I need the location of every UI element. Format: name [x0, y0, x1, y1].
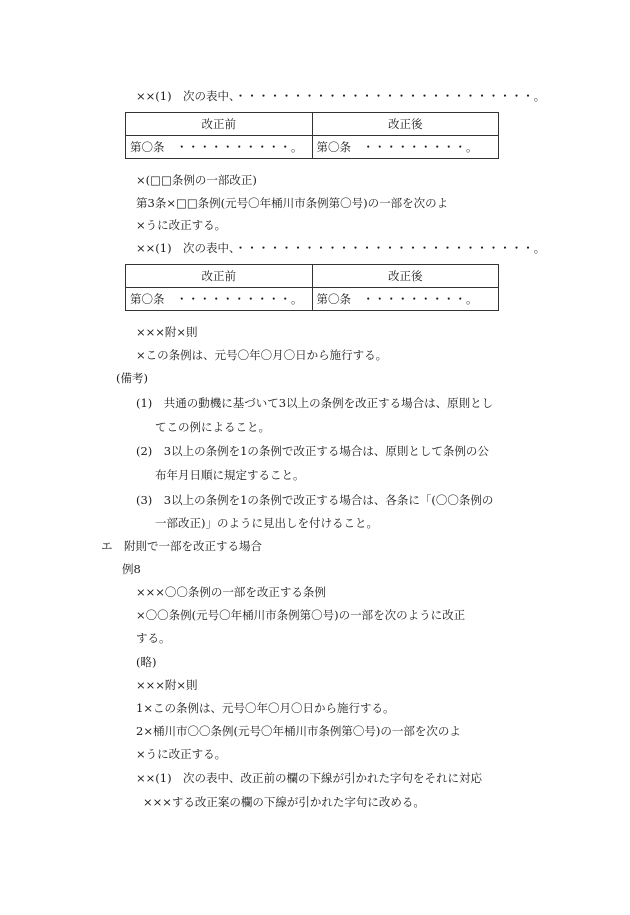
table-header-after: 改正後 [312, 265, 499, 288]
table-header-before: 改正前 [126, 265, 313, 288]
comparison-table-2 [125, 264, 499, 311]
text-line: (3) 3以上の条例を1の条例で改正する場合は、各条に「(〇〇条例の [136, 493, 494, 507]
text-line: ×××する改正案の欄の下線が引かれた字句に改める。 [143, 795, 425, 809]
text-line: 例8 [122, 562, 141, 576]
text-line: ×この条例は、元号〇年〇月〇日から施行する。 [136, 348, 388, 362]
text-line: (備考) [116, 371, 148, 385]
text-line: エ 附則で一部を改正する場合 [101, 539, 262, 553]
text-line: ×〇〇条例(元号〇年桶川市条例第〇号)の一部を次のように改正 [136, 608, 466, 622]
text-line: ××(1) 次の表中、改正前の欄の下線が引かれた字句をそれに対応 [136, 771, 483, 785]
table-header-before: 改正前 [126, 113, 313, 136]
text-line: 布年月日順に規定すること。 [155, 468, 305, 482]
text-line: ××(1) 次の表中、・・・・・・・・・・・・・・・・・・・・・・・・・・。 [136, 89, 546, 103]
text-line: (1) 共通の動機に基づいて3以上の条例を改正する場合は、原則とし [136, 396, 494, 410]
table-cell-before: 第〇条 ・・・・・・・・・・。 [126, 288, 313, 311]
table-cell-after: 第〇条 ・・・・・・・・・。 [312, 136, 499, 159]
text-line: (略) [136, 655, 157, 669]
table-cell-after: 第〇条 ・・・・・・・・・。 [312, 288, 499, 311]
text-line: ×(□□条例の一部改正) [136, 173, 257, 187]
text-line: ×××〇〇条例の一部を改正する条例 [136, 585, 326, 599]
text-line: 2×桶川市〇〇条例(元号〇年桶川市条例第〇号)の一部を次のよ [136, 724, 461, 738]
text-line: ×××附×則 [136, 678, 198, 692]
text-line: てこの例によること。 [155, 420, 270, 434]
comparison-table-1 [125, 112, 499, 159]
table-cell-before: 第〇条 ・・・・・・・・・・。 [126, 136, 313, 159]
text-line: 第3条×□□条例(元号〇年桶川市条例第〇号)の一部を次のよ [136, 196, 449, 210]
text-line: ×うに改正する。 [136, 218, 227, 232]
text-line: (2) 3以上の条例を1の条例で改正する場合は、原則として条例の公 [136, 444, 489, 458]
text-line: 1×この条例は、元号〇年〇月〇日から施行する。 [136, 701, 395, 715]
text-line: ×うに改正する。 [136, 747, 227, 761]
text-line: ×××附×則 [136, 325, 198, 339]
text-line: ××(1) 次の表中、・・・・・・・・・・・・・・・・・・・・・・・・・・。 [136, 241, 546, 255]
text-line: 一部改正)」のように見出しを付けること。 [155, 516, 378, 530]
table-header-after: 改正後 [312, 113, 499, 136]
text-line: する。 [136, 631, 171, 645]
